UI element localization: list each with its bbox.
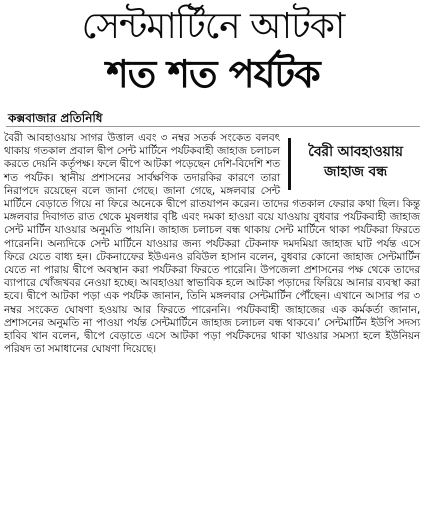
pullquote-line-1: বৈরী আবহাওয়ায় <box>308 144 403 160</box>
article-body <box>4 132 420 356</box>
headline-line-1: সেন্টমার্টিনে আটকা <box>81 6 345 47</box>
byline-divider <box>6 126 420 127</box>
byline: কক্সবাজার প্রতিনিধি <box>8 111 103 125</box>
article-paragraph: বৈরী আবহাওয়ায় সাগর উত্তাল এবং ৩ নম্বর সতর্ক সংকেত বলবৎ থাকায় গতকাল প্রবাল দ্বীপ সেন্ট মার্টিনে পর্যটকবাহী জাহাজ চলাচল করতে দেয়নি কর্তৃপক্ষ। ফলে দ্বীপে আটকা পড়েছেন দেশি-বিদেশি শত শত পর্যটক। স্থানীয় প্রশাসনের সার্বক্ষণিক তদারকির কারণে তারা নিরাপদে রয়েছেন বলে জানা গেছে। জানা গেছে, মঙ্গলবার সেন্ট মার্টিনে বেড়াতে গিয়ে না ফিরে অনেকে দ্বীপে রাতযাপন করেন। তাদের গতকাল ফেরার কথা ছিল। কিন্তু মঙ্গলবার দিবাগত রাত থেকে মুষলধার বৃষ্টি এবং দমকা হাওয়া বয়ে যাওয়ায় বুধবার পর্যটকবাহী জাহাজ সেন্ট মার্টিন যাওয়ার অনুমতি পায়নি। জাহাজ চলাচল বন্ধ থাকায় সেন্ট মার্টিনে থাকা পর্যটকরা ফিরতে পারেননি। অন্যদিকে সেন্ট মার্টিনে যাওয়ার জন্য পর্যটকরা টেকনাফ দমদমিয়া জাহাজ ঘাট পর্যন্ত এসে ফিরে যেতে বাধ্য হন। টেকনাফেের ইউএনও রবিউল হাসান বলেন, বুধবার কোনো জাহাজ সেন্টমার্টিন যেতে না পারায় দ্বীপে অবস্থান করা পর্যটকরা ফিরতে পারেনি। উপজেলা প্রশাসনের পক্ষ থেকে তাদের ব্যাপারে খোঁজখবর নেওয়া হচ্ছে। আবহাওয়া স্বাভাবিক হলে আটকা পড়াদের ফিরিয়ে আনার ব্যবস্থা করা হবে। দ্বীপে আটকা পড়া এক পর্যটক জানান, তিনি মঙ্গলবার সেন্টমার্টিন পৌঁছেন। এখানে আসার পর ৩ নম্বর সংকেত ঘোষণা হওয়ায় আর ফিরতে পারেননি। পর্যটকবাহী জাহাজের এক কর্মকর্তা জানান, প্রশাসনের অনুমতি না পাওয়া পর্যন্ত সেন্টমার্টিনে জাহাজ চলাচল বন্ধ থাকবে।’ সেন্টমার্টিন ইউপি সদস্য হাবিব খান বলেন, দ্বীপে বেড়াতে এসে আটকা পড়া পর্যটকদের থাকা খাওয়ার সমস্যা হলে ইউনিয়ন পরিষদ তা সমাধানের ঘোষণা দিয়েছে। <box>4 132 420 356</box>
headline-line-2: শত শত পর্যটক <box>106 52 320 96</box>
headline <box>6 4 420 104</box>
pullquote-box <box>288 138 420 190</box>
pullquote-line-2: জাহাজ বন্ধ <box>323 164 388 180</box>
